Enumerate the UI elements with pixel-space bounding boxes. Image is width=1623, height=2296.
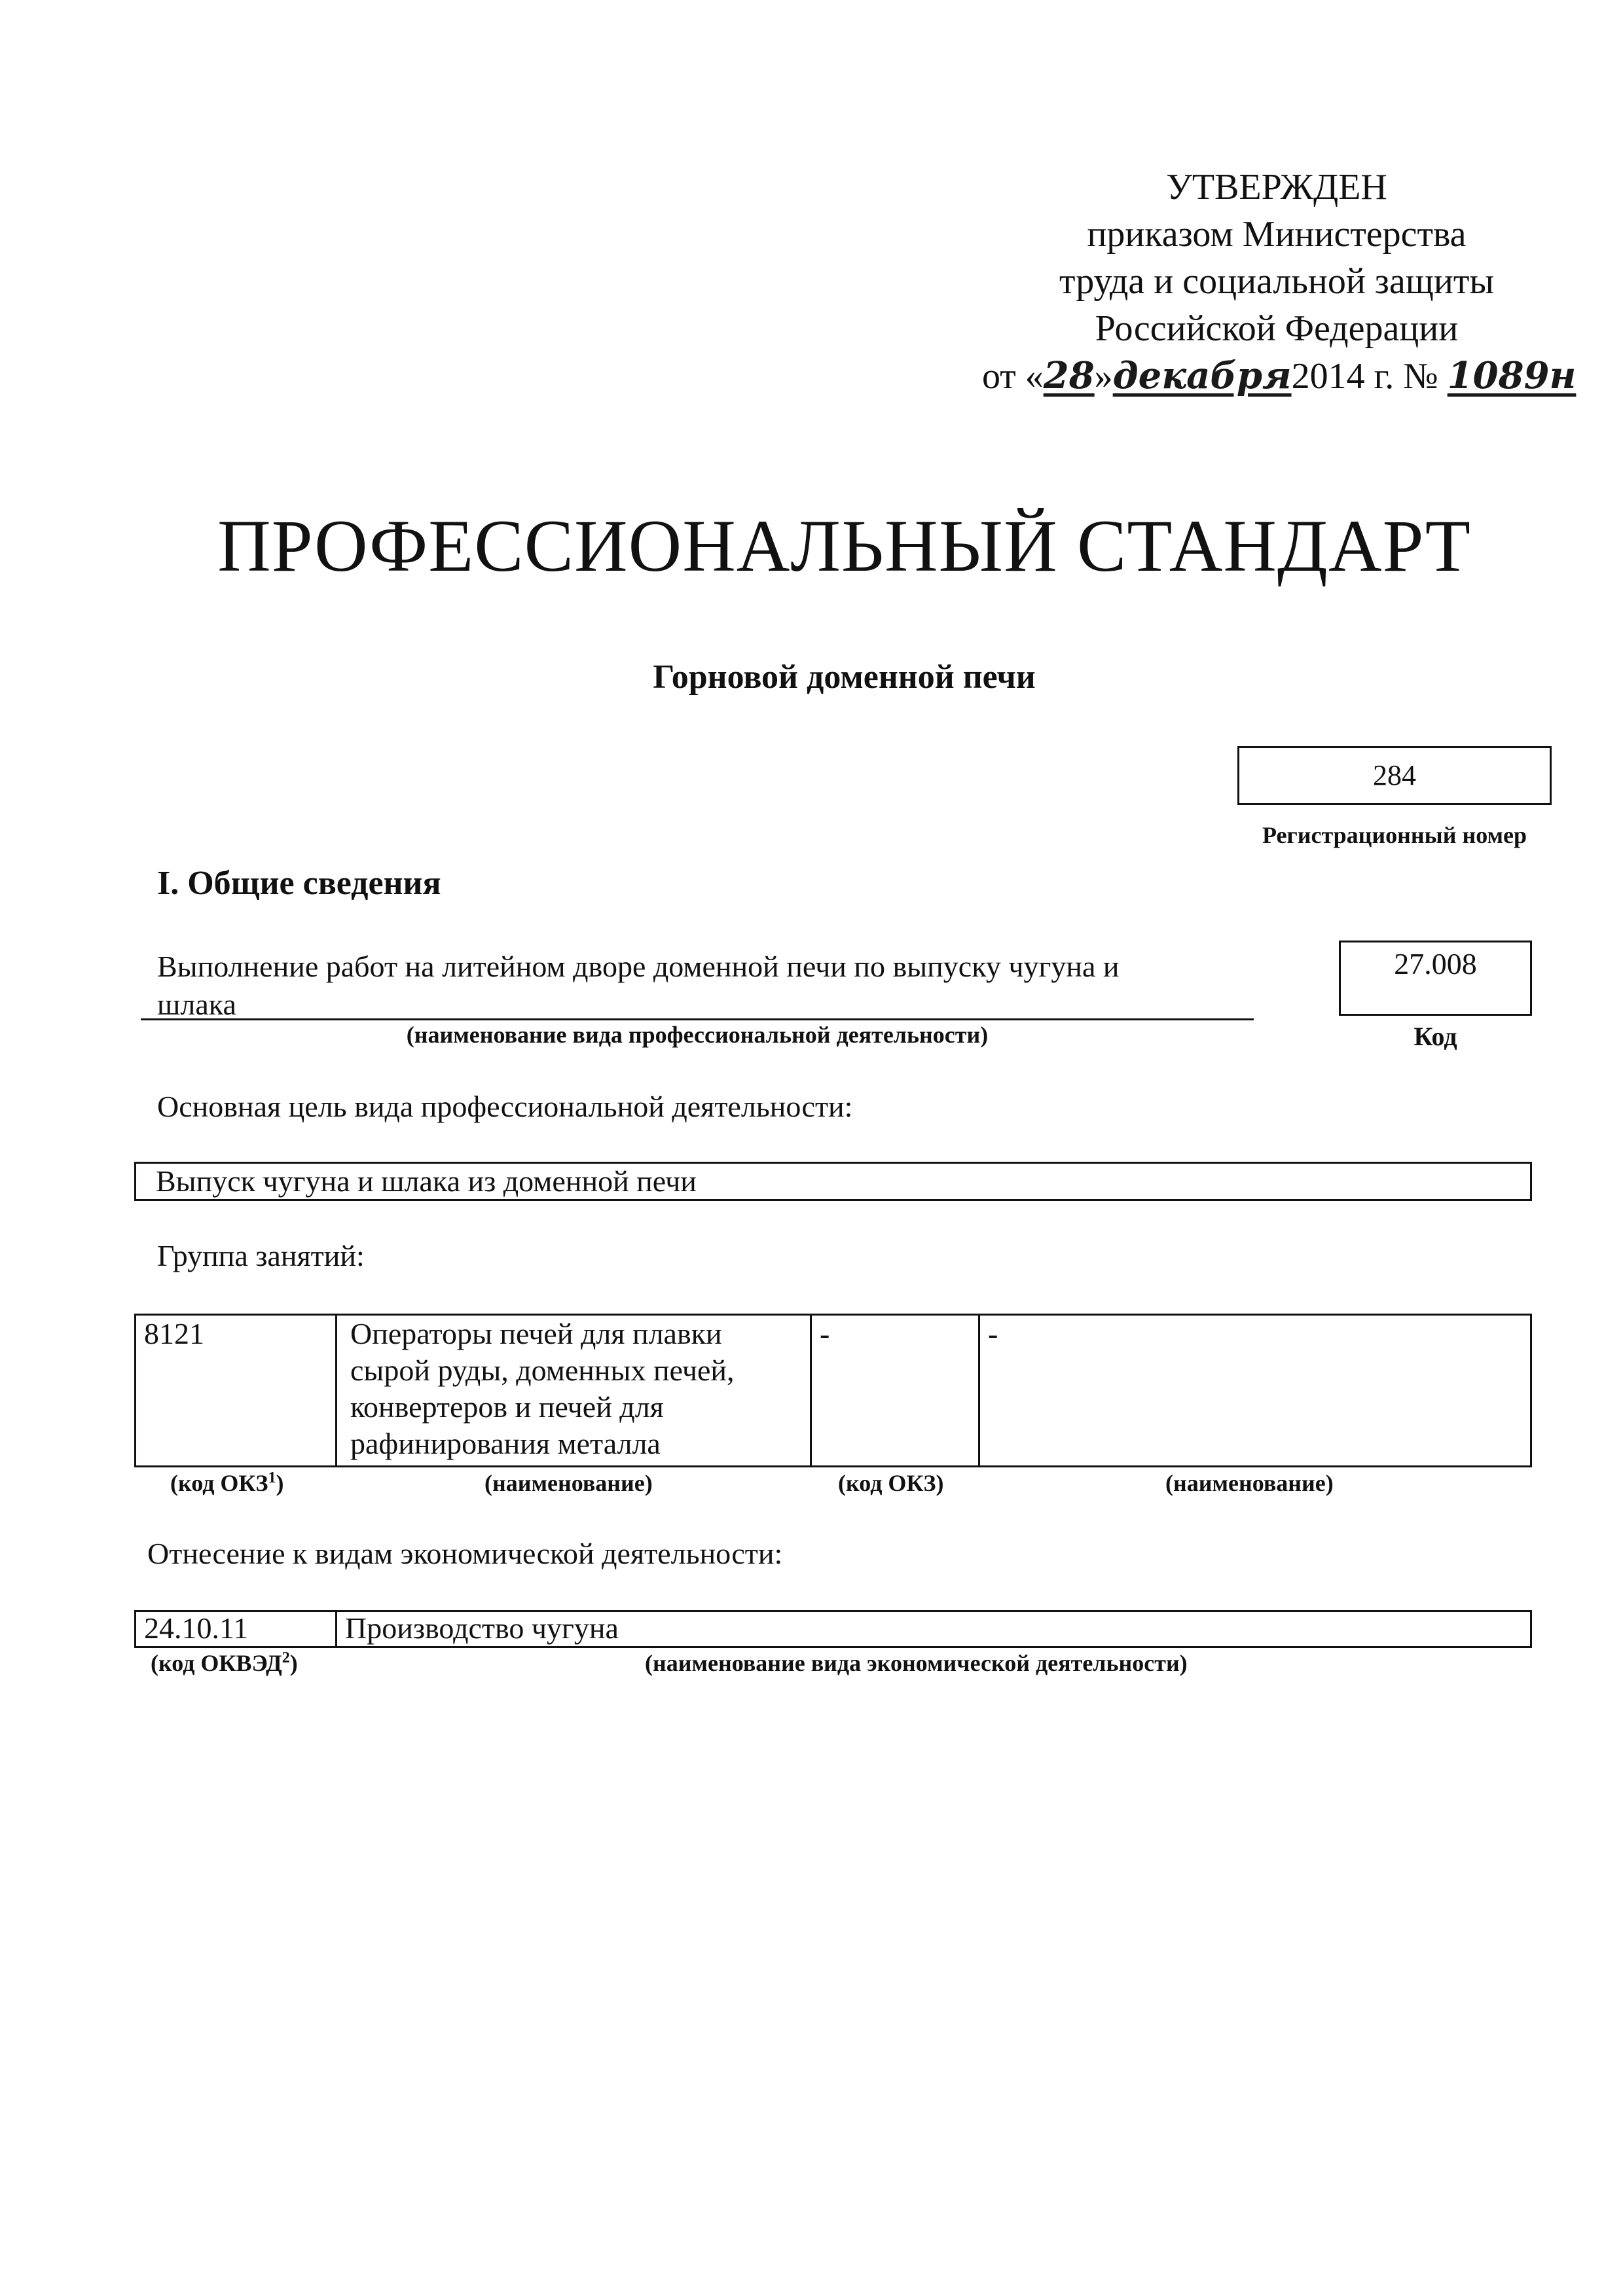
activity-name-line2: шлака: [157, 988, 236, 1021]
activity-code-box: 27.008: [1339, 941, 1532, 1016]
caption-text: ): [289, 1650, 298, 1676]
okz2-code-cell: -: [811, 1315, 979, 1467]
handwritten-day: 28: [1043, 354, 1095, 397]
date-mid: »: [1094, 356, 1113, 397]
okz-name-line: рафинирования металла: [350, 1427, 661, 1460]
document-title: ПРОФЕССИОНАЛЬНЫЙ СТАНДАРТ: [217, 505, 1471, 587]
handwritten-order-number: 1089н: [1447, 354, 1577, 397]
caption-text: (код ОКВЭД: [151, 1650, 282, 1676]
okved-name-cell: Производство чугуна: [337, 1611, 1531, 1647]
occupations-heading: Группа занятий:: [157, 1239, 365, 1272]
activity-code-caption: Код: [1413, 1022, 1457, 1051]
table-row: [136, 1315, 1531, 1467]
economic-table: [134, 1610, 1532, 1648]
registration-number-box: 284: [1237, 746, 1552, 805]
okz-name-line: сырой руды, доменных печей,: [350, 1354, 735, 1387]
caption-text: (код ОКЗ: [170, 1470, 268, 1496]
economic-heading: Отнесение к видам экономической деятельности:: [147, 1537, 783, 1570]
approval-line-ministry: приказом Министерства: [1087, 214, 1467, 255]
okz2-code-caption: (код ОКЗ): [838, 1470, 944, 1496]
okved-name-caption: (наименование вида экономической деятельности): [645, 1650, 1188, 1676]
okved-code-cell: 24.10.11: [136, 1611, 337, 1647]
caption-text: ): [276, 1470, 284, 1496]
footnote-marker: 1: [268, 1469, 276, 1486]
date-prefix: от «: [982, 356, 1044, 397]
okz-code-caption: [170, 1469, 284, 1497]
okz-name-cell: [337, 1315, 811, 1467]
okz-code-cell: 8121: [136, 1315, 337, 1467]
purpose-box: [134, 1162, 1532, 1201]
approval-block: [982, 164, 1577, 400]
section-title: I. Общие сведения: [157, 865, 441, 902]
activity-name-line1: Выполнение работ на литейном дворе доменной печи по выпуску чугуна и: [157, 950, 1120, 983]
activity-underline: [141, 1018, 1254, 1020]
occupations-table: [134, 1314, 1532, 1467]
activity-caption: (наименование вида профессиональной деятельности): [406, 1022, 989, 1048]
activity-name: [157, 948, 1270, 1024]
purpose-heading: Основная цель вида профессиональной деятельности:: [157, 1090, 853, 1123]
document-subtitle: Горновой доменной печи: [653, 658, 1036, 696]
registration-number-caption: Регистрационный номер: [1262, 822, 1527, 848]
approval-heading: УТВЕРЖДЕН: [1166, 167, 1387, 207]
handwritten-month: декабря: [1112, 354, 1292, 397]
okz2-name-caption: (наименование): [1165, 1470, 1334, 1496]
purpose-text: Выпуск чугуна и шлака из доменной печи: [156, 1164, 697, 1198]
date-year: 2014 г. №: [1291, 356, 1438, 397]
okved-code-caption: [151, 1649, 298, 1677]
approval-line-federation: Российской Федерации: [1095, 308, 1459, 349]
approval-date-line: [982, 352, 1577, 400]
okz-name-line: конвертеров и печей для: [350, 1390, 664, 1424]
approval-line-labour: труда и социальной защиты: [1059, 261, 1494, 302]
okz-name-caption: (наименование): [484, 1470, 653, 1496]
okz-name-line: Операторы печей для плавки: [350, 1317, 722, 1350]
footnote-marker: 2: [282, 1649, 290, 1666]
okz2-name-cell: -: [979, 1315, 1531, 1467]
table-row: [136, 1611, 1531, 1647]
